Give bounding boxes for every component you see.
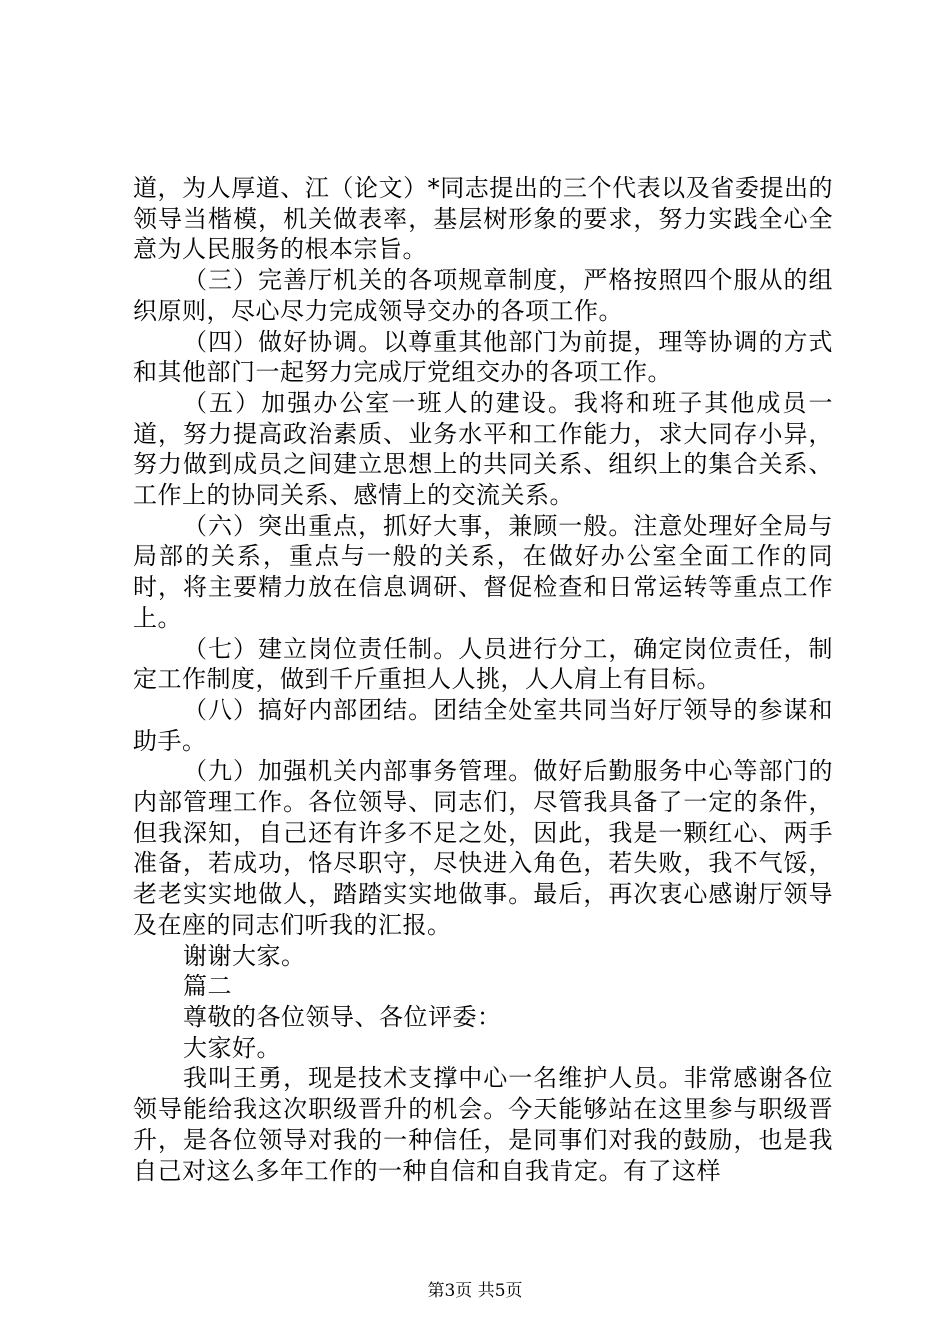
paragraph-item-4: （四）做好协调。以尊重其他部门为前提，理等协调的方式和其他部门一起努力完成厅党组交办的各项工作。 <box>133 327 833 387</box>
paragraph-item-6: （六）突出重点，抓好大事，兼顾一般。注意处理好全局与局部的关系，重点与一般的关系，在做好办公室全面工作的同时，将主要精力放在信息调研、督促检查和日常运转等重点工作上。 <box>133 511 833 632</box>
paragraph-item-8: （八）搞好内部团结。团结全处室共同当好厅领导的参谋和助手。 <box>133 695 833 755</box>
paragraph-item-3: （三）完善厅机关的各项规章制度，严格按照四个服从的组织原则，尽心尽力完成领导交办的各项工作。 <box>133 266 833 325</box>
document-body <box>133 173 833 1186</box>
paragraph-item-9: （九）加强机关内部事务管理。做好后勤服务中心等部门的内部管理工作。各位领导、同志们，尽管我具备了一定的条件，但我深知，自己还有许多不足之处，因此，我是一颗红心、两手准备，若成功，恪尽职守，尽快进入角色，若失败，我不气馁，老老实实地做人，踏踏实实地做事。最后，再次衷心感谢厅领导及在座的同志们听我的汇报。 <box>133 757 833 939</box>
salutation: 尊敬的各位领导、各位评委： <box>183 1002 502 1031</box>
paragraph-introduction: 我叫王勇，现是技术支撑中心一名维护人员。非常感谢各位领导能给我这次职级晋升的机会。今天能够站在这里参与职级晋升，是各位领导对我的一种信任，是同事们对我的鼓励，也是我自己对这么多年工作的一种自信和自我肯定。有了这样 <box>133 1064 833 1185</box>
paragraph-item-7: （七）建立岗位责任制。人员进行分工，确定岗位责任，制定工作制度，做到千斤重担人人挑，人人肩上有目标。 <box>133 634 833 694</box>
greeting: 大家好。 <box>183 1033 281 1062</box>
paragraph-thanks: 谢谢大家。 <box>183 941 306 970</box>
paragraph-continuation: 道，为人厚道、江（论文）*同志提出的三个代表以及省委提出的领导当楷模，机关做表率，基层树形象的要求，努力实践全心全意为人民服务的根本宗旨。 <box>133 174 833 264</box>
section-heading: 篇二 <box>183 972 232 1001</box>
paragraph-item-5: （五）加强办公室一班人的建设。我将和班子其他成员一道，努力提高政治素质、业务水平和工作能力，求大同存小异，努力做到成员之间建立思想上的共同关系、组织上的集合关系、工作上的协同关系、感情上的交流关系。 <box>133 388 833 510</box>
page-number-footer: 第3页 共5页 <box>427 1281 523 1301</box>
